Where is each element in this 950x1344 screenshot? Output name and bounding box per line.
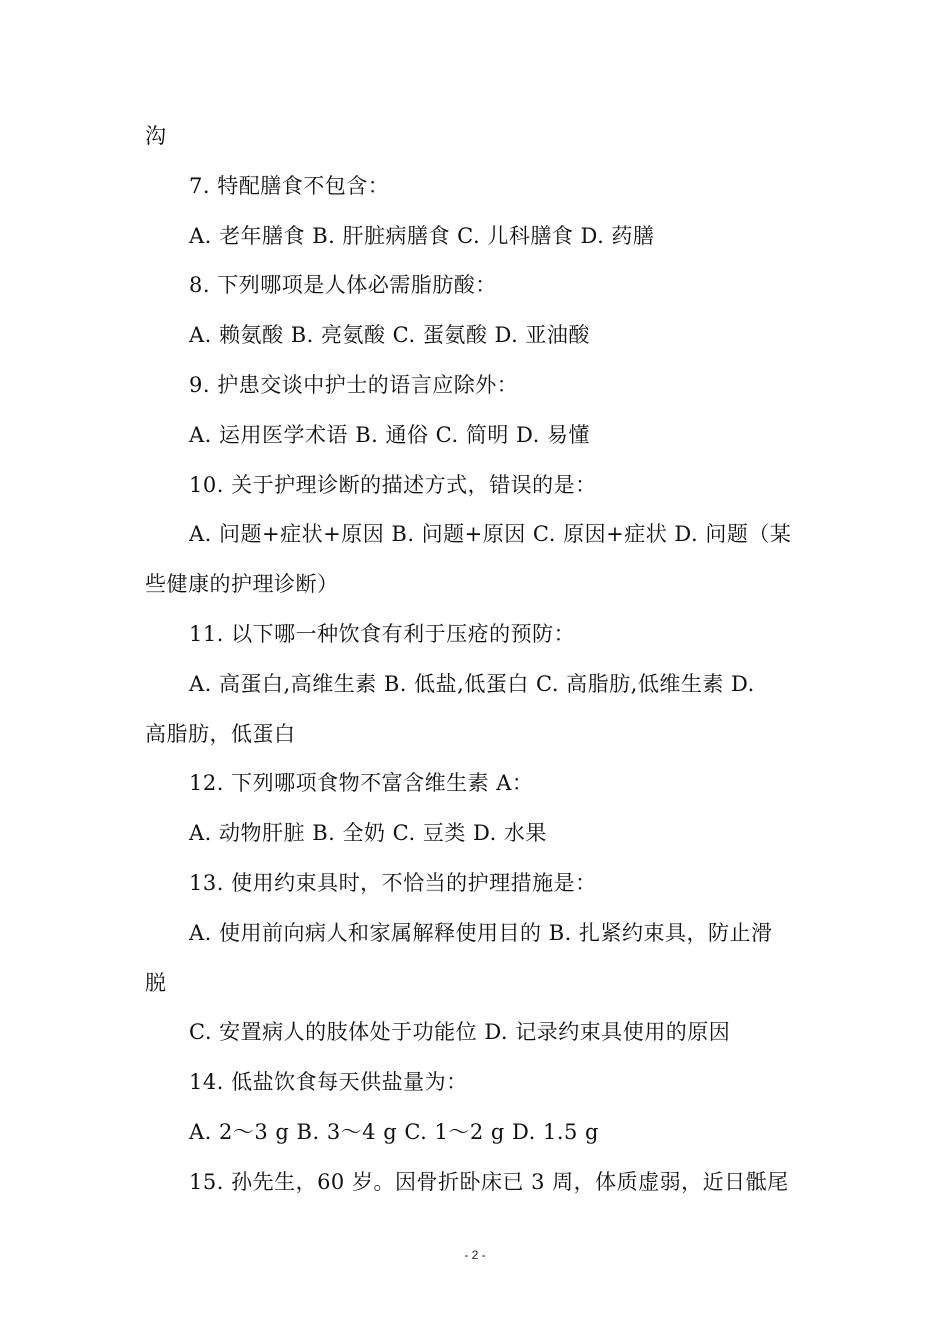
- text-line: 11. 以下哪一种饮食有利于压疮的预防：: [189, 621, 576, 646]
- text-line: 12. 下列哪项食物不富含维生素 A：: [189, 771, 534, 796]
- document-body: [145, 112, 810, 1208]
- text-line: 脱: [145, 970, 167, 995]
- page-number: - 2 -: [464, 1248, 486, 1262]
- text-line: A. 问题+症状+原因 B. 问题+原因 C. 原因+症状 D. 问题（某: [189, 522, 792, 547]
- text-line: A. 使用前向病人和家属解释使用目的 B. 扎紧约束具，防止滑: [189, 920, 773, 945]
- text-line: 沟: [145, 124, 167, 148]
- text-line: A. 动物肝脏 B. 全奶 C. 豆类 D. 水果: [189, 821, 547, 846]
- text-line: 8. 下列哪项是人体必需脂肪酸：: [189, 273, 497, 298]
- text-line: 9. 护患交谈中护士的语言应除外：: [189, 372, 519, 397]
- text-line: 7. 特配膳食不包含：: [189, 173, 390, 198]
- text-line: A. 2～3 g B. 3～4 g C. 1～2 g D. 1.5 g: [189, 1119, 599, 1144]
- text-line: 高脂肪，低蛋白: [145, 721, 296, 746]
- text-line: 13. 使用约束具时，不恰当的护理措施是：: [189, 870, 597, 895]
- text-line: 14. 低盐饮食每天供盐量为：: [189, 1070, 468, 1095]
- text-line: 些健康的护理诊断）: [145, 572, 339, 597]
- text-line: A. 运用医学术语 B. 通俗 C. 简明 D. 易懂: [189, 422, 590, 447]
- text-line: 15. 孙先生，60 岁。因骨折卧床已 3 周，体质虚弱，近日骶尾: [189, 1169, 789, 1194]
- text-line: 10. 关于护理诊断的描述方式，错误的是：: [189, 472, 597, 497]
- text-line: A. 老年膳食 B. 肝脏病膳食 C. 儿科膳食 D. 药膳: [189, 223, 655, 248]
- text-line: C. 安置病人的肢体处于功能位 D. 记录约束具使用的原因: [189, 1020, 731, 1045]
- text-line: A. 高蛋白,高维生素 B. 低盐,低蛋白 C. 高脂肪,低维生素 D.: [189, 671, 755, 696]
- text-line: A. 赖氨酸 B. 亮氨酸 C. 蛋氨酸 D. 亚油酸: [189, 323, 590, 348]
